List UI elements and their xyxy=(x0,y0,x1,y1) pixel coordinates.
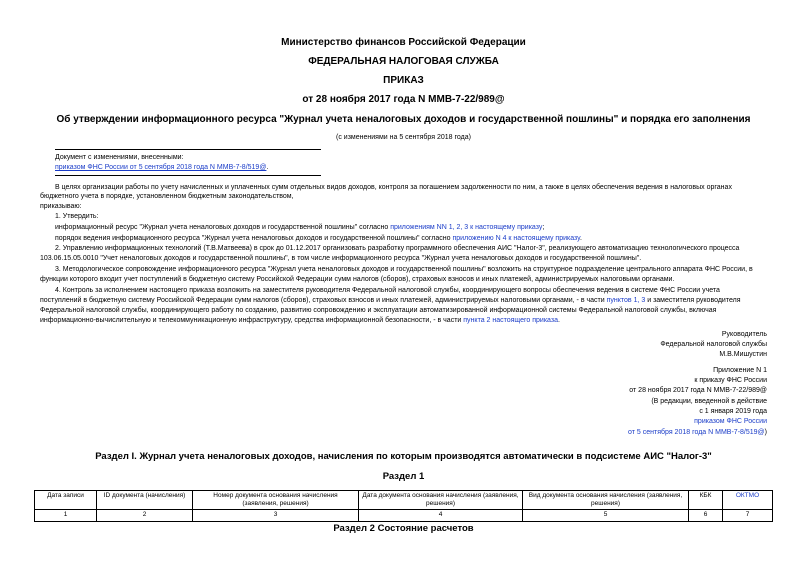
body-item4-line1: 4. Контроль за исполнением настоящего приказа возложить на заместителя руководителя Федеральной налоговой службы, координирующего вопросы обеспечения ведения в системе ФНС России учета xyxy=(55,287,720,294)
changes-label: Документ с изменениями, внесенными: xyxy=(55,154,184,161)
ministry-heading: Министерство финансов Российской Федерации xyxy=(281,37,526,48)
appendix-edition: (В редакции, введенной в действие xyxy=(651,398,767,405)
table-header-row xyxy=(35,491,773,510)
item1b-link[interactable]: приложению N 4 к настоящему приказу xyxy=(452,235,580,242)
body-p1-line1: В целях организации работы по учету начисленных и уплаченных сумм отдельных видов доходов, контроля за погашением задолженности по ним, а также в целях обеспечения ведения в налоговых органах xyxy=(55,184,732,191)
column-header: Вид документа основания начисления (заявления, решения) xyxy=(523,491,689,510)
body-item4-line3: Федеральной налоговой службы, координирующего работу по созданию, развитию сопровождению и эксплуатации автоматизированной информационной системы Федеральной налоговой службы, включая xyxy=(40,307,717,314)
doc-date-number: от 28 ноября 2017 года N ММВ-7-22/989@ xyxy=(302,94,505,105)
body-item4-line4-a: информационно-вычислительную и телекоммуникационную инфраструктуру, средства информационной безопасности, - в части xyxy=(40,317,464,324)
body-item1a-tail: ; xyxy=(542,224,545,231)
column-number: 4 xyxy=(359,510,523,522)
body-item2-line1: 2. Управлению информационных технологий (Т.В.Матвеева) в срок до 01.12.2017 организовать разработку программного обеспечения АИС "Налог-3", реализующего автоматизацию технологического процесса xyxy=(55,245,740,252)
item1a-link[interactable]: приложениям NN 1, 2, 3 к настоящему приказу xyxy=(390,224,543,231)
body-item1b-text: порядок ведения информационного ресурса "Журнал учета неналоговых доходов и государственной пошлины" согласно xyxy=(55,235,453,242)
column-number: 2 xyxy=(97,510,193,522)
column-header: Дата документа основания начисления (заявления, решения) xyxy=(359,491,523,510)
body-item3-line1: 3. Методологическое сопровождение информационного ресурса "Журнал учета неналоговых доходов и государственной пошлины" возложить на структурное подразделение центрального аппарата ФНС России, в xyxy=(55,266,753,273)
appendix-title: Приложение N 1 xyxy=(713,367,767,374)
column-header: Номер документа основания начисления (заявления, решения) xyxy=(193,491,359,510)
body-item4-line2-b: и заместителя руководителя xyxy=(645,297,741,304)
service-heading: ФЕДЕРАЛЬНАЯ НАЛОГОВАЯ СЛУЖБА xyxy=(308,56,499,67)
revision-note: (с изменениями на 5 сентября 2018 года) xyxy=(336,134,471,141)
column-number: 7 xyxy=(723,510,773,522)
appendix-date-link-line xyxy=(628,428,767,437)
changes-bottom-rule xyxy=(55,175,321,176)
body-item2-line2: 103.06.15.05.0010 "Учет неналоговых доходов и государственной пошлины", в том числе информационного ресурса "Журнал учета неналоговых доходов и государственной пошлины". xyxy=(40,255,642,262)
table-number-row xyxy=(35,510,773,522)
column-number: 3 xyxy=(193,510,359,522)
appendix-order-link-line xyxy=(694,417,767,426)
appendix-ref: к приказу ФНС России xyxy=(694,377,767,384)
body-item1b xyxy=(55,234,582,243)
column-header-oktmo[interactable]: ОКТМО xyxy=(723,491,773,510)
column-number: 1 xyxy=(35,510,97,522)
section2-title: Раздел 2 Состояние расчетов xyxy=(333,523,474,534)
journal-table xyxy=(34,490,773,522)
body-item1b-tail: . xyxy=(579,235,582,242)
section1-subtitle: Раздел 1 xyxy=(382,471,425,482)
appendix-date: от 28 ноября 2017 года N ММВ-7-22/989@ xyxy=(629,387,767,394)
body-item1a xyxy=(55,223,544,232)
signature-organization: Федеральной налоговой службы xyxy=(660,341,767,348)
body-p1-line2: бюджетного учета в порядке, установленном бюджетным законодательством, xyxy=(40,193,294,200)
appendix-order-link[interactable]: приказом ФНС России xyxy=(694,418,767,425)
column-header: Дата записи xyxy=(35,491,97,510)
section1-title: Раздел I. Журнал учета неналоговых доходов, начисления по которым производятся автоматически в подсистеме АИС "Налог-3" xyxy=(95,451,712,462)
doc-type-heading: ПРИКАЗ xyxy=(383,75,424,86)
signature-position: Руководитель xyxy=(721,331,767,338)
body-item1a-text: информационный ресурс "Журнал учета неналоговых доходов и государственной пошлины" согласно xyxy=(55,224,391,231)
column-header: КБК xyxy=(689,491,723,510)
body-item4-line4-b: . xyxy=(557,317,560,324)
changes-link[interactable]: приказом ФНС России от 5 сентября 2018 года N ММВ-7-8/519@ xyxy=(55,164,267,171)
column-number: 6 xyxy=(689,510,723,522)
body-item4-line2-a: поступлений в бюджетную систему Российской Федерации сумм налогов (сборов), страховых взносов и иных платежей, администрируемых налоговыми органами, - в части xyxy=(40,297,607,304)
changes-top-rule xyxy=(55,149,321,150)
item4-point2-link[interactable]: пункта 2 настоящего приказа xyxy=(463,317,558,324)
signature-name: М.В.Мишустин xyxy=(719,351,767,358)
appendix-effective: с 1 января 2019 года xyxy=(699,408,767,415)
body-item4-line4 xyxy=(40,316,560,325)
item4-points-link[interactable]: пунктов 1, 3 xyxy=(606,297,646,304)
appendix-date-link[interactable]: от 5 сентября 2018 года N ММВ-7-8/519@ xyxy=(628,429,765,436)
document-title: Об утверждении информационного ресурса "Журнал учета неналоговых доходов и государственной пошлины" и порядка его заполнения xyxy=(56,114,751,125)
body-p1-line3: приказываю: xyxy=(40,203,82,210)
body-item1: 1. Утвердить: xyxy=(55,213,99,220)
column-number: 5 xyxy=(523,510,689,522)
body-item4-line2 xyxy=(40,296,740,305)
changes-line xyxy=(55,163,268,172)
body-item3-line2: функции которого входит учет поступлений в бюджетную систему Российской Федерации сумм налогов (сборов), страховых взносов и иных платежей, администрируемых налоговыми органами. xyxy=(40,276,675,283)
changes-tail: . xyxy=(266,164,269,171)
column-header: ID документа (начисления) xyxy=(97,491,193,510)
appendix-date-link-tail: ) xyxy=(764,429,767,436)
